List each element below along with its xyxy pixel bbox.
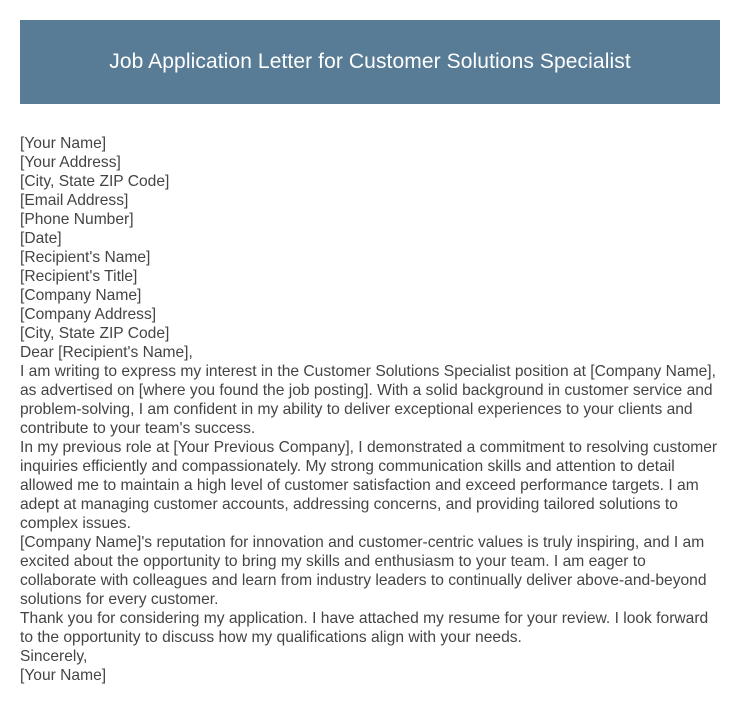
page-title: Job Application Letter for Customer Solutions Specialist xyxy=(109,50,631,73)
body-paragraph: In my previous role at [Your Previous Company], I demonstrated a commitment to resolving customer inquiries efficiently and compassionately. My strong communication skills and attention to detail allowed me to maintain a high level of customer satisfaction and exceed performance targets. I am adept at managing customer accounts, addressing concerns, and providing tailored solutions to complex issues. xyxy=(20,439,718,532)
sender-email: [Email Address] xyxy=(20,192,129,209)
body-paragraph: I am writing to express my interest in the Customer Solutions Specialist position at [Company Name], as advertised on [where you found the job posting]. With a solid background in customer service and problem-solving, I am confident in my ability to deliver exceptional experiences to your clients and contribute to your team's success. xyxy=(20,363,716,437)
recipient-title: [Recipient's Title] xyxy=(20,268,138,285)
letter-date: [Date] xyxy=(20,230,62,247)
closing: Sincerely, xyxy=(20,648,88,665)
salutation: Dear [Recipient's Name], xyxy=(20,344,193,361)
sender-phone: [Phone Number] xyxy=(20,211,134,228)
letter-body xyxy=(20,134,722,685)
body-paragraph: [Company Name]'s reputation for innovation and customer-centric values is truly inspiring, and I am excited about the opportunity to bring my skills and enthusiasm to your team. I am eager to collaborate with colleagues and learn from industry leaders to continually deliver above-and-beyond solutions for every customer. xyxy=(20,534,707,608)
sender-address: [Your Address] xyxy=(20,154,121,171)
sender-name: [Your Name] xyxy=(20,135,107,152)
sender-city-state-zip: [City, State ZIP Code] xyxy=(20,173,170,190)
body-paragraph: Thank you for considering my application. I have attached my resume for your review. I look forward to the opportunity to discuss how my qualifications align with your needs. xyxy=(20,610,709,646)
recipient-company-address: [Company Address] xyxy=(20,306,157,323)
recipient-city-state-zip: [City, State ZIP Code] xyxy=(20,325,170,342)
recipient-company: [Company Name] xyxy=(20,287,142,304)
title-banner xyxy=(20,20,720,104)
signature: [Your Name] xyxy=(20,667,107,684)
recipient-name: [Recipient's Name] xyxy=(20,249,151,266)
